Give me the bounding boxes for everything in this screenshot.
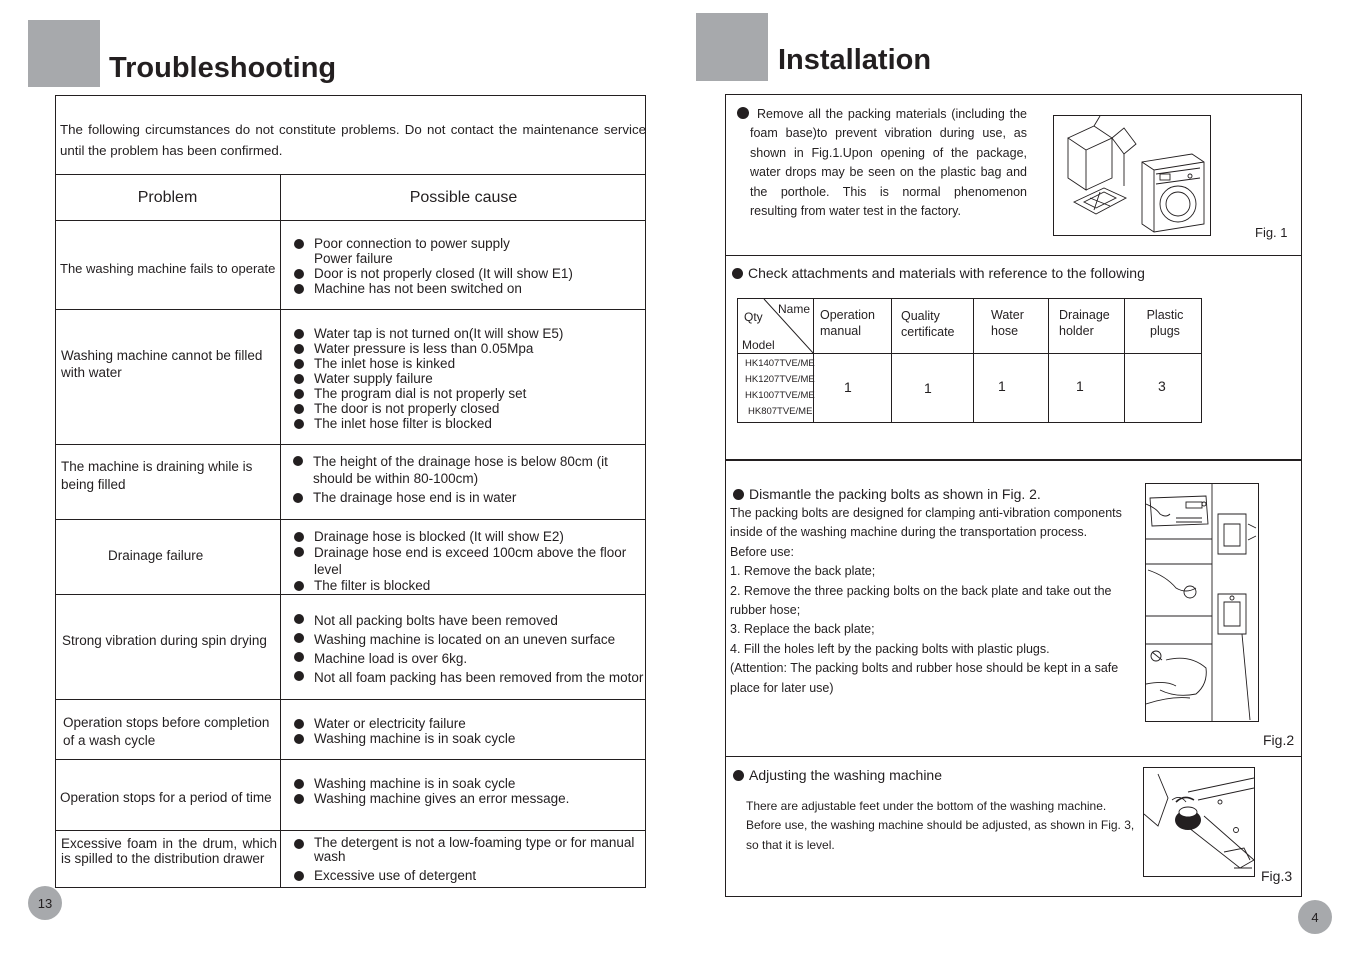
bullet-icon <box>293 456 303 466</box>
fig3-label: Fig.3 <box>1261 868 1293 884</box>
body-line: 4. Fill the holes left by the packing bolts with plastic plugs. <box>730 641 1050 656</box>
bullet-icon <box>294 779 304 789</box>
bullet-icon <box>294 344 304 354</box>
list-item: Excessive use of detergent <box>294 868 639 883</box>
model-name: HK1407TVE/ME <box>745 358 815 369</box>
title-block <box>28 20 100 87</box>
bullet-icon <box>294 374 304 384</box>
fig1-label: Fig. 1 <box>1255 225 1288 240</box>
table-divider <box>1124 299 1125 422</box>
cause-list <box>294 836 639 883</box>
cause-list <box>294 529 639 593</box>
divider <box>725 255 1302 256</box>
quantity-value: 3 <box>1158 378 1166 394</box>
section3-body <box>730 504 1142 698</box>
list-item: The height of the drainage hose is below 80cm (it should be within 80-100cm) <box>293 453 633 487</box>
cause-list <box>293 453 633 505</box>
fig3-illustration <box>1143 767 1255 877</box>
body-line: 1. Remove the back plate; <box>730 564 876 579</box>
model-name: HK1007TVE/ME <box>745 390 815 401</box>
page-title: Troubleshooting <box>109 52 337 84</box>
section1-text: Remove all the packing materials (including the foam base)to prevent vibration during use, as shown in Fig.1.Upon opening of the package, water drops may be seen on the plastic bag and the porthole. This is normal phenomenon resulting from water test in the factory. <box>750 107 1027 219</box>
divider <box>55 759 646 760</box>
list-item: The drainage hose end is in water <box>293 490 633 505</box>
bullet-icon <box>294 404 304 414</box>
bullet-icon <box>294 719 304 729</box>
problem-cell: The washing machine fails to operate <box>60 261 276 276</box>
body-line: inside of the washing machine during the transportation process. <box>730 525 1088 540</box>
corner-model: Model <box>742 338 775 352</box>
list-item: Drainage hose is blocked (It will show E2) <box>294 529 639 544</box>
list-item: Power failure <box>314 251 393 266</box>
bullet-icon <box>294 614 304 624</box>
divider <box>55 220 646 221</box>
corner-name: Name <box>778 302 811 316</box>
cause-list <box>294 611 643 687</box>
bullet-icon <box>293 493 303 503</box>
list-item: The filter is blocked <box>294 578 639 593</box>
list-item: The inlet hose filter is blocked <box>294 416 563 431</box>
list-item: Washing machine gives an error message. <box>294 791 569 806</box>
fig2-label: Fig.2 <box>1263 732 1295 748</box>
quantity-value: 1 <box>1076 378 1084 394</box>
body-line: The packing bolts are designed for clamping anti-vibration components <box>730 506 1122 520</box>
model-name: HK807TVE/ME <box>748 406 813 417</box>
problem-cell: Washing machine cannot be filled with water <box>61 348 263 380</box>
bullet-icon <box>294 794 304 804</box>
divider <box>725 756 1302 757</box>
body-line: (Attention: The packing bolts and rubber hose should be kept in a safe <box>730 661 1119 676</box>
list-item: Not all packing bolts have been removed <box>294 611 643 630</box>
list-item: The program dial is not properly set <box>294 386 563 401</box>
title-block <box>696 13 768 81</box>
bullet-icon <box>294 871 304 881</box>
body-line: Before use: <box>730 544 794 559</box>
model-name: HK1207TVE/ME <box>745 374 815 385</box>
list-item: Door is not properly closed (It will show E1) <box>294 266 573 281</box>
table-divider <box>738 353 1201 354</box>
divider <box>55 519 646 520</box>
list-item: The detergent is not a low-foaming type or for manual wash <box>294 836 639 864</box>
problem-cell: Operation stops before completion of a wash cycle <box>63 715 270 748</box>
list-item: Water tap is not turned on(It will show E5) <box>294 326 563 341</box>
section4-heading: Adjusting the washing machine <box>733 767 942 783</box>
cause-list <box>294 776 569 806</box>
quantity-value: 1 <box>924 380 932 396</box>
list-item: Washing machine is in soak cycle <box>294 776 569 791</box>
body-line: 2. Remove the three packing bolts on the back plate and take out the <box>730 583 1112 598</box>
body-line: rubber hose; <box>730 603 801 618</box>
fig2-illustration <box>1145 483 1259 722</box>
column-header: Drainage holder <box>1059 308 1110 338</box>
bullet-icon <box>737 107 749 119</box>
column-header: Plastic plugs <box>1146 308 1184 338</box>
page-title: Installation <box>778 44 932 76</box>
section3-heading: Dismantle the packing bolts as shown in Fig. 2. <box>733 486 1041 502</box>
list-item: The inlet hose is kinked <box>294 356 563 371</box>
column-header: Operation manual <box>820 308 875 338</box>
list-item: Poor connection to power supply <box>294 236 573 251</box>
bullet-icon <box>294 359 304 369</box>
bullet-icon <box>294 671 304 681</box>
list-item: Washing machine is in soak cycle <box>294 731 515 746</box>
body-line: 3. Replace the back plate; <box>730 622 875 637</box>
section4-text: There are adjustable feet under the bottom of the washing machine. Before use, the washing machine should be adjusted, as shown in Fig. 3, so that it is level. <box>746 799 1135 852</box>
bullet-icon <box>294 734 304 744</box>
bullet-icon <box>294 839 304 849</box>
divider <box>725 459 1302 461</box>
cause-list <box>294 236 573 296</box>
cause-list <box>294 716 515 746</box>
column-divider <box>280 174 281 888</box>
list-item: Drainage hose end is exceed 100cm above the floor level <box>294 544 639 578</box>
bullet-icon <box>294 547 304 557</box>
list-item: Water supply failure <box>294 371 563 386</box>
corner-qty: Qty <box>744 310 763 324</box>
divider <box>55 309 646 310</box>
header-problem: Problem <box>137 188 198 206</box>
list-item: The door is not properly closed <box>294 401 563 416</box>
bullet-icon <box>732 268 743 279</box>
fig1-illustration <box>1053 115 1211 236</box>
quantity-value: 1 <box>844 379 852 395</box>
bullet-icon <box>294 329 304 339</box>
list-item: Water pressure is less than 0.05Mpa <box>294 341 563 356</box>
page-number: 13 <box>28 886 62 920</box>
bullet-icon <box>294 419 304 429</box>
divider <box>55 699 646 700</box>
body-line: place for later use) <box>730 680 834 695</box>
page-number: 4 <box>1298 900 1332 934</box>
attachments-table <box>737 298 1202 423</box>
bullet-icon <box>294 532 304 542</box>
problem-cell: The machine is draining while is being filled <box>61 459 253 492</box>
bullet-icon <box>733 770 744 781</box>
quantity-value: 1 <box>998 378 1006 394</box>
bullet-icon <box>294 284 304 294</box>
list-item: Machine load is over 6kg. <box>294 649 643 668</box>
section2-heading: Check attachments and materials with reference to the following <box>732 265 1145 281</box>
bullet-icon <box>294 633 304 643</box>
list-item: Machine has not been switched on <box>294 281 573 296</box>
list-item: Washing machine is located on an uneven surface <box>294 630 643 649</box>
divider <box>55 444 646 445</box>
problem-cell: Excessive foam in the drum, which is spilled to the distribution drawer <box>61 836 277 866</box>
bullet-icon <box>733 489 744 500</box>
bullet-icon <box>294 581 304 591</box>
intro-text: The following circumstances do not constitute problems. Do not contact the maintenance service until the problem has been confirmed. <box>60 122 646 158</box>
divider <box>55 594 646 595</box>
bullet-icon <box>294 239 304 249</box>
list-item: Not all foam packing has been removed from the motor <box>294 668 643 687</box>
problem-cell: Drainage failure <box>108 548 204 563</box>
problem-cell: Operation stops for a period of time <box>60 790 272 805</box>
column-header: Water hose <box>991 308 1024 338</box>
bullet-icon <box>294 269 304 279</box>
table-divider <box>1048 299 1049 422</box>
bullet-icon <box>294 389 304 399</box>
problem-cell: Strong vibration during spin drying <box>62 633 267 648</box>
table-divider <box>891 299 892 422</box>
bullet-icon <box>294 652 304 662</box>
header-cause: Possible cause <box>409 188 518 206</box>
cause-list <box>294 326 563 431</box>
table-divider <box>973 299 974 422</box>
column-header: Quality certificate <box>901 309 955 339</box>
divider <box>55 830 646 831</box>
list-item: Water or electricity failure <box>294 716 515 731</box>
